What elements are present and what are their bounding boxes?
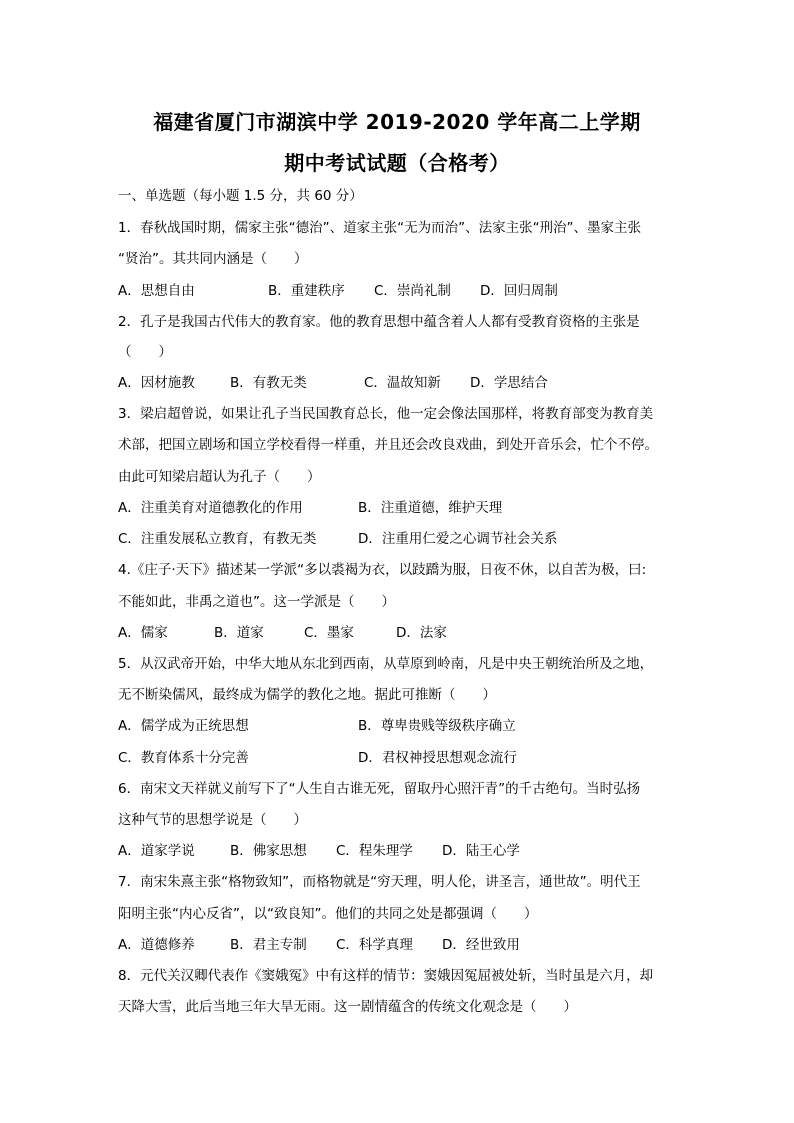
q1-option-a: A．思想自由 — [118, 283, 195, 299]
q6-option-c: C．程朱理学 — [336, 843, 413, 859]
q2-option-b: B．有教无类 — [230, 375, 307, 391]
question-2-line-1: 2．孔子是我国古代伟大的教育家。他的教育思想中蕴含着人人都有受教育资格的主张是 — [118, 314, 640, 330]
q1-option-b: B．重建秩序 — [268, 283, 345, 299]
question-4-line-2: 不能如此，非禹之道也”。这一学派是（ ） — [118, 594, 395, 610]
question-5-line-2: 无不断染儒风，最终成为儒学的教化之地。据此可推断（ ） — [118, 687, 496, 703]
page-title: 福建省厦门市湖滨中学 2019-2020 学年高二上学期 — [153, 110, 641, 134]
q3-option-a: A．注重美育对道德教化的作用 — [118, 500, 303, 516]
q3-option-b: B．注重道德，维护天理 — [358, 500, 503, 516]
q7-option-a: A．道德修养 — [118, 937, 195, 953]
question-3-line-1: 3．梁启超曾说，如果让孔子当民国教育总长，他一定会像法国那样，将教育部变为教育美 — [118, 406, 654, 422]
q5-option-a: A．儒学成为正统思想 — [118, 718, 249, 734]
q3-option-d: D．注重用仁爱之心调节社会关系 — [358, 531, 558, 547]
q5-option-d: D．君权神授思想观念流行 — [358, 750, 517, 766]
q2-option-c: C．温故知新 — [364, 375, 441, 391]
question-2-line-2: （ ） — [118, 344, 172, 360]
q6-option-a: A．道家学说 — [118, 843, 195, 859]
question-8-line-2: 天降大雪，此后当地三年大旱无雨。这一剧情蕴含的传统文化观念是（ ） — [118, 999, 577, 1015]
question-1-line-2: “贤治”。其共同内涵是（ ） — [118, 251, 308, 267]
q4-option-a: A．儒家 — [118, 625, 168, 641]
q7-option-d: D．经世致用 — [442, 937, 520, 953]
q6-option-d: D．陆王心学 — [442, 843, 520, 859]
question-3-line-2: 术部，把国立剧场和国立学校看得一样重，并且还会改良戏曲，到处开音乐会，忙个不停。 — [118, 437, 658, 453]
q1-option-d: D．回归周制 — [480, 283, 558, 299]
q1-option-c: C．崇尚礼制 — [374, 283, 451, 299]
question-6-line-1: 6．南宋文天祥就义前写下了“人生自古谁无死，留取丹心照汗青”的千古绝句。当时弘扬 — [118, 781, 641, 797]
q6-option-b: B．佛家思想 — [230, 843, 307, 859]
q7-option-b: B．君主专制 — [230, 937, 307, 953]
question-6-line-2: 这种气节的思想学说是（ ） — [118, 812, 307, 828]
q5-option-b: B．尊卑贵贱等级秩序确立 — [358, 718, 516, 734]
question-7-line-1: 7．南宋朱熹主张“格物致知”，而格物就是“穷天理，明人伦，讲圣言，通世故”。明代王 — [118, 874, 641, 890]
question-5-line-1: 5．从汉武帝开始，中华大地从东北到西南，从草原到岭南，凡是中央王朝统治所及之地， — [118, 656, 654, 672]
q2-option-a: A．因材施教 — [118, 375, 195, 391]
q4-option-c: C．墨家 — [304, 625, 354, 641]
page-subtitle: 期中考试试题（合格考） — [284, 151, 510, 175]
q4-option-b: B．道家 — [214, 625, 264, 641]
q2-option-d: D．学思结合 — [470, 375, 548, 391]
question-1-line-1: 1．春秋战国时期，儒家主张“德治”、道家主张“无为而治”、法家主张“刑治”、墨家主张 — [118, 220, 642, 236]
q7-option-c: C．科学真理 — [336, 937, 413, 953]
section-heading: 一、单选题（每小题 1.5 分，共 60 分） — [118, 188, 363, 204]
question-4-line-1: 4.《庄子·天下》描述某一学派“多以裘褐为衣，以跂蹻为服，日夜不休，以自苦为极，曰: — [118, 562, 647, 578]
question-7-line-2: 阳明主张“内心反省”，以“致良知”。他们的共同之处是都强调（ ） — [118, 906, 538, 922]
q4-option-d: D．法家 — [396, 625, 447, 641]
q3-option-c: C．注重发展私立教育，有教无类 — [118, 531, 317, 547]
question-8-line-1: 8．元代关汉卿代表作《窦娥冤》中有这样的情节：窦娥因冤屈被处斩，当时虽是六月，却 — [118, 968, 654, 984]
q5-option-c: C．教育体系十分完善 — [118, 750, 249, 766]
question-3-line-3: 由此可知梁启超认为孔子（ ） — [118, 469, 321, 485]
